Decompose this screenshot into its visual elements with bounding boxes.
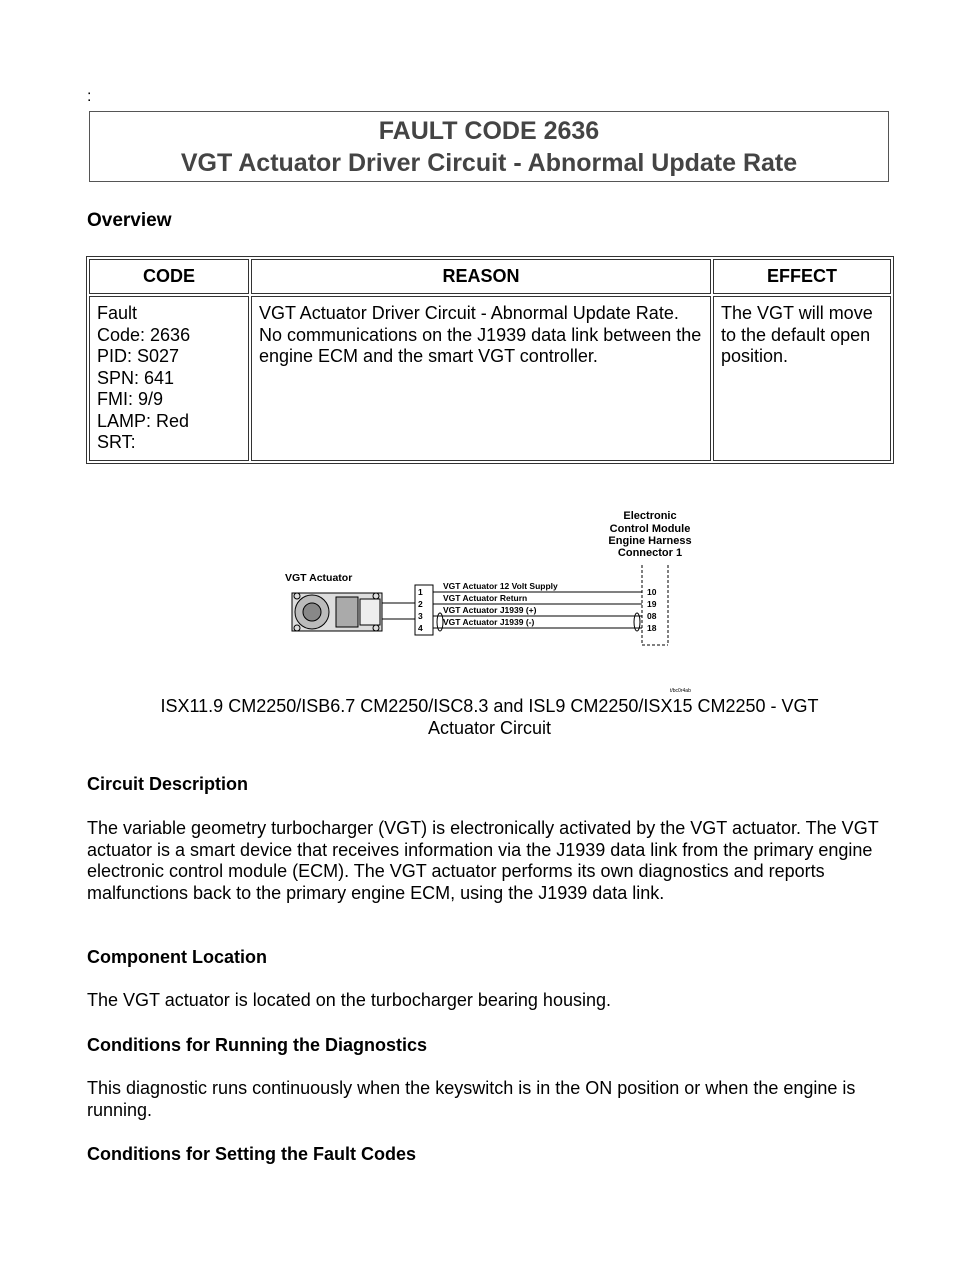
page-marker: : <box>87 88 92 105</box>
running-diagnostics-heading: Conditions for Running the Diagnostics <box>87 1035 427 1055</box>
ecm-pin-number: 18 <box>647 623 657 633</box>
table-header-row <box>89 259 891 294</box>
code-line: SPN: 641 <box>97 367 175 388</box>
circuit-description-heading: Circuit Description <box>87 774 249 794</box>
ecm-label-line: Engine Harness <box>608 535 692 547</box>
ecm-label-line: Electronic <box>623 510 677 522</box>
fault-code-title: FAULT CODE 2636 <box>378 117 600 145</box>
code-line: SRT: <box>97 432 136 452</box>
column-header-reason: REASON <box>251 259 711 294</box>
actuator-drawing <box>292 593 415 631</box>
ecm-pin-number: 19 <box>647 599 657 609</box>
ecm-label-line: Connector 1 <box>617 547 683 559</box>
circuit-description-text: The variable geometry turbocharger (VGT) is electronically activated by the VGT actuator. The VGT actuator is a smart device that receives information via the J1939 data link from the primary engine electronic control module (ECM). The VGT actuator performs its own diagnostics and reports malfunctions back to the primary engine ECM, using the J1939 data link. <box>87 818 879 903</box>
pin-number: 2 <box>418 599 423 609</box>
ecm-label-line: Control Module <box>609 523 691 535</box>
pin-number: 3 <box>418 611 423 621</box>
ecm-pin-number: 08 <box>647 611 657 621</box>
overview-heading: Overview <box>87 210 172 231</box>
component-location-text: The VGT actuator is located on the turbocharger bearing housing. <box>87 990 611 1010</box>
wire <box>418 617 657 633</box>
title-box <box>89 111 889 182</box>
code-line: LAMP: Red <box>97 410 190 431</box>
wire-label: VGT Actuator Return <box>443 593 528 603</box>
code-line: PID: S027 <box>97 346 180 366</box>
column-header-code: CODE <box>89 259 249 294</box>
code-line: Fault <box>97 303 138 323</box>
fault-code-subtitle: VGT Actuator Driver Circuit - Abnormal Update Rate <box>180 149 798 177</box>
setting-fault-codes-heading: Conditions for Setting the Fault Codes <box>87 1144 416 1164</box>
figure-caption <box>87 696 892 739</box>
code-line: Code: 2636 <box>97 324 191 345</box>
wire-label: VGT Actuator J1939 (+) <box>443 605 537 615</box>
code-cell <box>89 296 249 461</box>
wiring-diagram <box>280 505 720 695</box>
running-diagnostics-text: This diagnostic runs continuously when the keyswitch is in the ON position or when the engine is running. <box>87 1078 856 1120</box>
figure-id: t/bc0r4ab <box>670 688 691 694</box>
wire-label: VGT Actuator 12 Volt Supply <box>443 581 558 591</box>
caption-line: ISX11.9 CM2250/ISB6.7 CM2250/ISC8.3 and ISL9 CM2250/ISX15 CM2250 - VGT <box>160 696 819 716</box>
component-location-heading: Component Location <box>87 947 267 967</box>
actuator-label: VGT Actuator <box>285 572 353 584</box>
code-line: FMI: 9/9 <box>97 389 164 409</box>
pin-number: 1 <box>418 587 423 597</box>
column-header-effect: EFFECT <box>713 259 891 294</box>
pin-number: 4 <box>418 623 423 633</box>
wire-label: VGT Actuator J1939 (-) <box>443 617 535 627</box>
table-row <box>89 296 891 461</box>
reason-cell: VGT Actuator Driver Circuit - Abnormal Update Rate. No communications on the J1939 data link between the engine ECM and the smart VGT controller. <box>251 296 711 461</box>
effect-cell: The VGT will move to the default open position. <box>713 296 891 461</box>
caption-line: Actuator Circuit <box>427 717 552 738</box>
ecm-pin-number: 10 <box>647 587 657 597</box>
overview-table <box>86 256 894 464</box>
